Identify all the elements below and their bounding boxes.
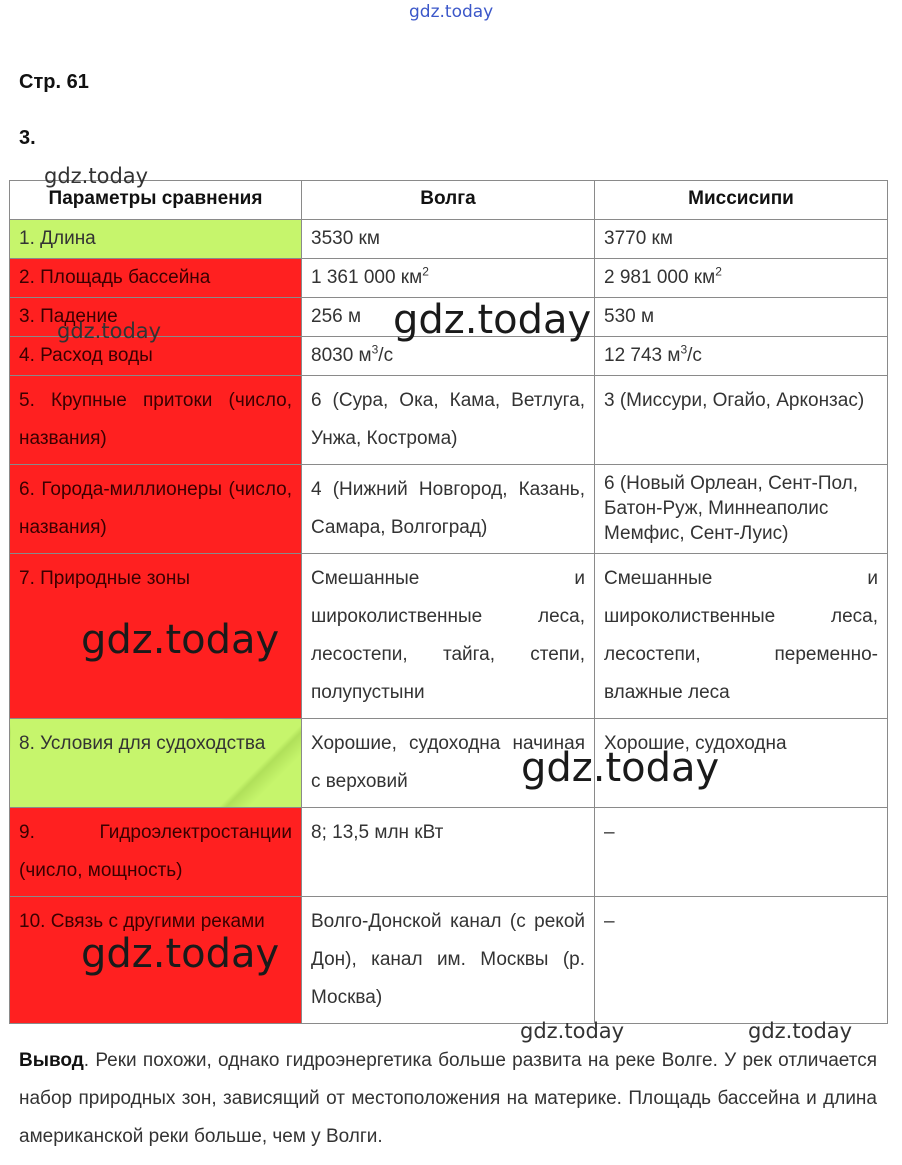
watermark-zones: gdz.today: [81, 617, 280, 663]
superscript: 2: [422, 264, 429, 279]
cell-line: Мемфис, Сент-Луис): [604, 523, 789, 544]
table-row: [10, 376, 888, 465]
volga-cell: 6 (Сура, Ока, Кама, Ветлуга, Унжа, Кострома): [302, 376, 595, 465]
cell-line: Батон-Руж, Миннеаполис: [604, 498, 829, 519]
volga-cell: 3530 км: [302, 220, 595, 259]
param-cell: 5. Крупные притоки (число, названия): [10, 376, 302, 465]
param-cell: 10. Связь с другими реками: [10, 897, 302, 1024]
mississippi-cell: Смешанные и широколиственные леса, лесостепи, переменно-влажные леса: [595, 554, 888, 719]
watermark-bottom-left: gdz.today: [520, 1019, 625, 1043]
mississippi-cell: –: [595, 897, 888, 1024]
value-unit: /с: [687, 345, 702, 366]
value-text: 8030 м: [311, 345, 372, 366]
mississippi-cell: Хорошие, судоходна: [595, 719, 888, 808]
volga-cell: Хорошие, судоходна начиная с верховий: [302, 719, 595, 808]
mississippi-cell: –: [595, 808, 888, 897]
volga-cell: 256 м: [302, 298, 595, 337]
param-cell: 7. Природные зоны: [10, 554, 302, 719]
task-number: 3.: [19, 127, 36, 149]
header-params: Параметры сравнения: [10, 181, 302, 220]
table-row: [10, 465, 888, 554]
watermark-top: gdz.today: [409, 2, 494, 22]
watermark-center-upper: gdz.today: [393, 297, 592, 343]
mississippi-cell: [595, 259, 888, 298]
value-text: 1 361 000 км: [311, 267, 423, 288]
table-row: [10, 719, 888, 808]
watermark-navigation: gdz.today: [521, 745, 720, 791]
superscript: 2: [715, 264, 722, 279]
conclusion-label: Вывод: [19, 1050, 84, 1071]
param-cell: 4. Расход воды: [10, 337, 302, 376]
table-row: [10, 259, 888, 298]
table-row: [10, 808, 888, 897]
value-text: 2 981 000 км: [604, 267, 716, 288]
page-label: Стр. 61: [19, 71, 89, 93]
watermark-bottom-right: gdz.today: [748, 1019, 853, 1043]
cell-line: 6 (Новый Орлеан, Сент-Пол,: [604, 473, 859, 494]
param-cell: 8. Условия для судоходства: [10, 719, 302, 808]
header-volga: Волга: [302, 181, 595, 220]
header-mississippi: Миссисипи: [595, 181, 888, 220]
volga-cell: [302, 259, 595, 298]
param-cell: 3. Падение: [10, 298, 302, 337]
conclusion-paragraph: [19, 1042, 877, 1156]
watermark-table-header: gdz.today: [44, 164, 149, 188]
volga-cell: 4 (Нижний Новгород, Казань, Самара, Волгоград): [302, 465, 595, 554]
watermark-rivers: gdz.today: [81, 931, 280, 977]
param-cell: 1. Длина: [10, 220, 302, 259]
volga-cell: Волго-Донской канал (с рекой Дон), канал им. Москвы (р. Москва): [302, 897, 595, 1024]
volga-cell: Смешанные и широколиственные леса, лесостепи, тайга, степи, полупустыни: [302, 554, 595, 719]
value-text: 12 743 м: [604, 345, 681, 366]
mississippi-cell: [595, 337, 888, 376]
conclusion-text: . Реки похожи, однако гидроэнергетика больше развита на реке Волге. У рек отличается набор природных зон, зависящий от местоположения на материке. Площадь бассейна и длина американской реки больше, чем у Волги.: [19, 1050, 877, 1147]
superscript: 3: [680, 342, 688, 357]
superscript: 3: [371, 342, 379, 357]
mississippi-cell: [595, 465, 888, 554]
value-unit: /с: [378, 345, 394, 366]
mississippi-cell: 3770 км: [595, 220, 888, 259]
mississippi-cell: 3 (Миссури, Огайо, Арконзас): [595, 376, 888, 465]
param-cell: 2. Площадь бассейна: [10, 259, 302, 298]
watermark-row-3: gdz.today: [57, 319, 162, 343]
param-cell: 9. Гидроэлектростанции (число, мощность): [10, 808, 302, 897]
table-row: [10, 220, 888, 259]
param-cell: 6. Города-миллионеры (число, названия): [10, 465, 302, 554]
mississippi-cell: 530 м: [595, 298, 888, 337]
volga-cell: 8; 13,5 млн кВт: [302, 808, 595, 897]
